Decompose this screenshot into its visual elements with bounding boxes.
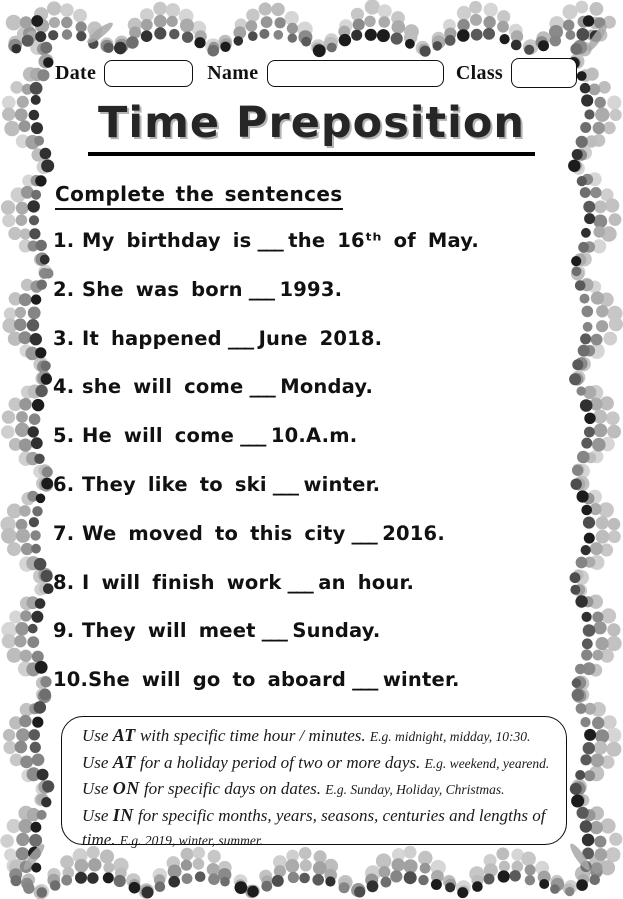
section-heading: Complete the sentences: [55, 182, 343, 210]
sentence-number: 4.: [53, 375, 75, 399]
rule-prefix: Use: [82, 726, 113, 745]
sentence-row: [53, 473, 587, 522]
rule-text: for specific months, years, seasons, centuries and lengths of time.: [82, 805, 546, 850]
class-input[interactable]: [511, 58, 577, 88]
sentence-number: 1.: [53, 229, 75, 252]
sentence-before: she will come: [82, 375, 244, 399]
rule-line: [82, 776, 552, 803]
sentence-number: 8.: [53, 570, 75, 594]
sentence-row: [53, 522, 587, 571]
answer-blank[interactable]: ___: [227, 326, 253, 350]
sentence-after: winter.: [382, 668, 460, 692]
sentence-number: 9.: [53, 619, 75, 643]
page-title: Time Preposition: [88, 100, 535, 156]
sentence-after: Sunday.: [292, 619, 381, 643]
rule-text: for a holiday period of two or more days.: [135, 752, 425, 772]
rule-line: [82, 723, 552, 750]
sentence-row: [53, 424, 587, 473]
answer-blank[interactable]: ___: [248, 277, 274, 301]
rule-example: E.g. Sunday, Holiday, Christmas.: [325, 782, 505, 798]
rule-keyword: ON: [112, 778, 140, 799]
header-fields-row: [55, 58, 577, 88]
rule-text: with specific time hour / minutes.: [135, 726, 370, 745]
sentence-list: [53, 229, 587, 717]
rule-keyword: IN: [112, 804, 134, 825]
rule-example: E.g. weekend, yearend.: [424, 755, 550, 771]
rule-line: [82, 803, 552, 854]
sentence-after: 1993.: [279, 277, 343, 301]
date-label: Date: [55, 61, 97, 84]
sentence-before: I will finish work: [82, 570, 282, 594]
sentence-after: 2016.: [382, 521, 445, 545]
sentence-number: 10.: [53, 668, 89, 692]
rule-prefix: Use: [82, 779, 113, 799]
sentence-number: 6.: [53, 472, 75, 496]
title-row: [0, 100, 623, 156]
sentence-row: [53, 229, 587, 278]
sentence-before: They like to ski: [82, 472, 267, 496]
sentence-before: She will go to aboard: [88, 668, 347, 692]
rule-prefix: Use: [82, 752, 113, 772]
sentence-before: They will meet: [82, 619, 256, 643]
answer-blank[interactable]: ___: [257, 229, 283, 252]
answer-blank[interactable]: ___: [352, 668, 377, 692]
rules-list: [82, 723, 552, 854]
sentence-row: [53, 571, 587, 620]
class-label: Class: [455, 61, 503, 84]
sentence-after: an hour.: [318, 570, 415, 594]
rule-keyword: AT: [112, 751, 136, 772]
sentence-after: winter.: [303, 472, 381, 496]
answer-blank[interactable]: ___: [249, 375, 275, 399]
sentence-number: 5.: [53, 424, 75, 448]
name-label: Name: [207, 61, 259, 84]
sentence-after: June 2018.: [258, 326, 383, 350]
sentence-before: It happened: [82, 326, 222, 350]
rule-prefix: Use: [82, 805, 113, 825]
sentence-before: We moved to this city: [82, 521, 346, 545]
answer-blank[interactable]: ___: [261, 619, 287, 643]
sentence-row: [53, 375, 587, 424]
rule-line: [82, 750, 552, 777]
sentence-before: He will come: [82, 424, 235, 448]
sentence-row: [53, 619, 587, 668]
answer-blank[interactable]: ___: [351, 521, 377, 545]
rule-keyword: AT: [112, 725, 136, 745]
answer-blank[interactable]: ___: [272, 472, 298, 496]
sentence-row: [53, 327, 587, 376]
answer-blank[interactable]: ___: [240, 424, 265, 448]
date-input[interactable]: [104, 60, 193, 87]
sentence-after: 10.A.m.: [270, 424, 358, 448]
sentence-before: She was born: [82, 277, 243, 301]
sentence-row: [53, 668, 587, 717]
sentence-after: the 16ᵗʰ of May.: [288, 229, 479, 252]
rule-text: for specific days on dates.: [139, 779, 326, 799]
sentence-number: 2.: [53, 277, 75, 301]
sentence-number: 3.: [53, 326, 75, 350]
sentence-number: 7.: [53, 521, 75, 545]
sentence-before: My birthday is: [82, 229, 252, 252]
rule-example: E.g. 2019, winter, summer.: [119, 833, 264, 849]
sentence-after: Monday.: [280, 375, 374, 399]
sentence-row: [53, 278, 587, 327]
rule-example: E.g. midnight, midday, 10:30.: [369, 729, 531, 744]
rules-box: [61, 716, 567, 850]
answer-blank[interactable]: ___: [287, 570, 313, 594]
name-input[interactable]: [267, 60, 444, 87]
